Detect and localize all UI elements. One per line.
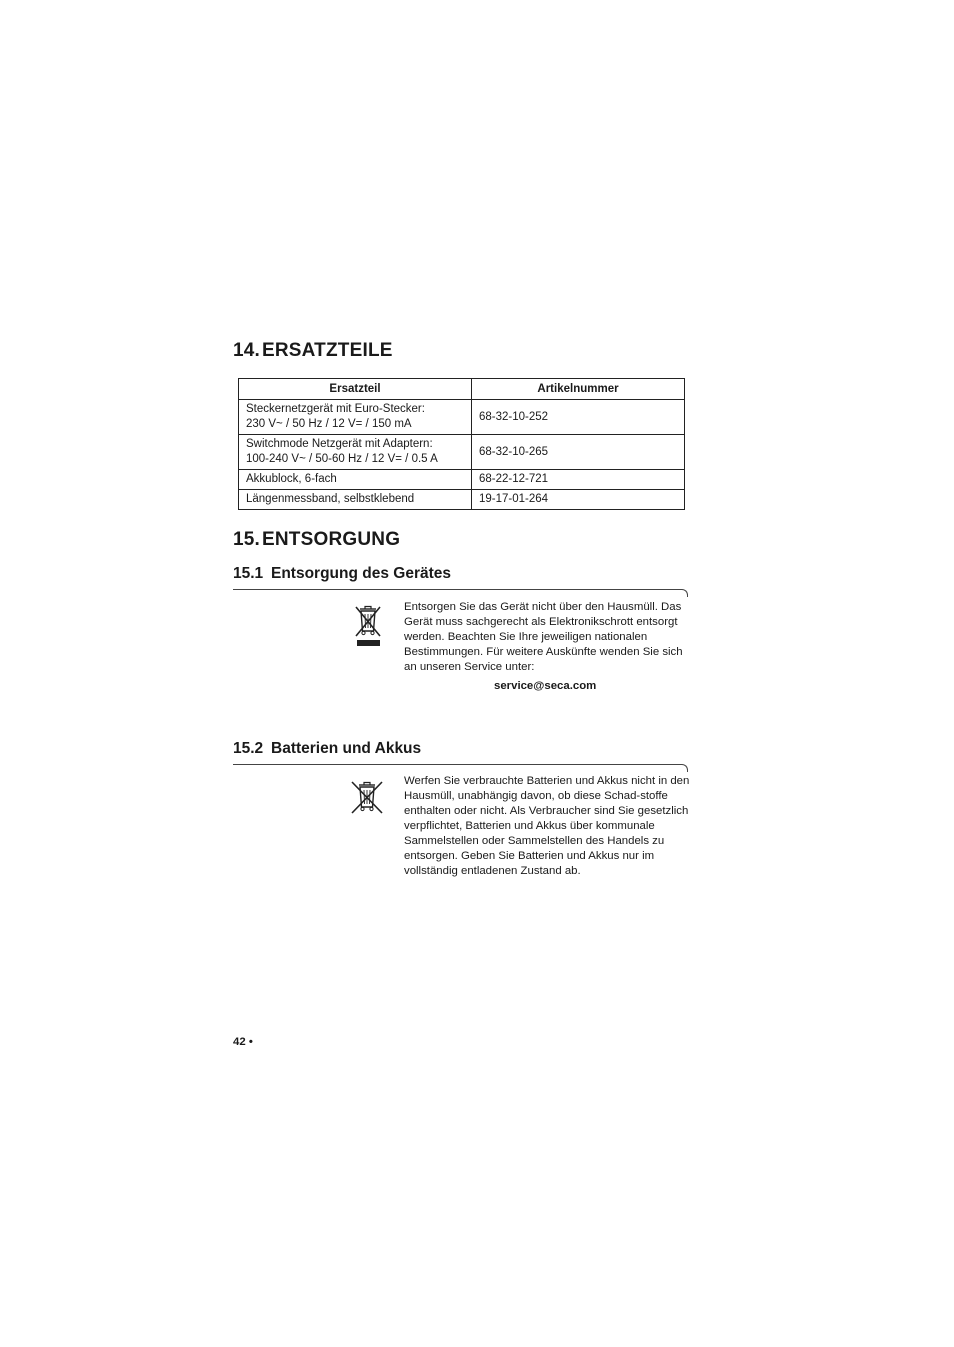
part-line: Steckernetzgerät mit Euro-Stecker: (246, 403, 425, 415)
subsection-15-1-number: 15.1 (233, 565, 264, 582)
section-15-title: ENTSORGUNG (262, 529, 401, 550)
article-number-cell: 19-17-01-264 (472, 490, 685, 510)
section-15-heading (233, 529, 400, 551)
disposal-device-text: Entsorgen Sie das Gerät nicht über den Hausmüll. Das Gerät muss sachgerecht als Elektronikschrott entsorgt werden. Beachten Sie Ihre jeweiligen nationalen Bestimmungen. Für weitere Auskünfte wenden Sie sich an unseren Service unter: (404, 601, 683, 673)
part-line: Switchmode Netzgerät mit Adaptern: (246, 438, 433, 450)
subsection-15-1-title: Entsorgung des Gerätes (271, 565, 452, 582)
section-divider (233, 589, 681, 590)
table-row (239, 435, 685, 470)
part-line: 100-240 V~ / 50-60 Hz / 12 V= / 0.5 A (246, 453, 438, 465)
part-cell: Akkublock, 6-fach (239, 470, 472, 490)
battery-disposal-text: Werfen Sie verbrauchte Batterien und Akkus nicht in den Hausmüll, unabhängig davon, ob diese Schad-stoffe enthalten oder nicht. Als Verbraucher sind Sie gesetzlich verpflichtet, Batterien und Akkus über kommunale Sammelstellen oder Sammelstellen des Handels zu entsorgen. Geben Sie Batterien und Akkus nur im vollständig entladenen Zustand ab. (404, 775, 690, 877)
part-line: 230 V~ / 50 Hz / 12 V= / 150 mA (246, 418, 412, 430)
section-14-title: ERSATZTEILE (262, 340, 393, 361)
article-number-cell: 68-32-10-265 (472, 435, 685, 470)
part-cell: Längenmessband, selbstklebend (239, 490, 472, 510)
table-row (239, 400, 685, 435)
part-cell (239, 435, 472, 470)
section-14-number: 14. (233, 340, 261, 361)
subsection-15-2-title: Batterien und Akkus (271, 740, 422, 757)
table-row (239, 490, 685, 510)
subsection-15-1-heading (233, 565, 451, 583)
column-header-article-number: Artikelnummer (472, 379, 685, 400)
table-row (239, 470, 685, 490)
subsection-15-2-heading (233, 740, 421, 758)
section-14-heading (233, 340, 393, 362)
section-divider (233, 764, 681, 765)
section-15-number: 15. (233, 529, 261, 550)
service-email: service@seca.com (494, 680, 597, 692)
column-header-part: Ersatzteil (239, 379, 472, 400)
subsection-15-2-number: 15.2 (233, 740, 264, 757)
table-header-row (239, 379, 685, 400)
battery-crossed-bin-icon (348, 778, 386, 821)
article-number-cell: 68-32-10-252 (472, 400, 685, 435)
spare-parts-table (238, 378, 685, 510)
article-number-cell: 68-22-12-721 (472, 470, 685, 490)
part-cell (239, 400, 472, 435)
page-number: 42 • (233, 1036, 253, 1048)
weee-crossed-bin-icon (350, 603, 386, 654)
